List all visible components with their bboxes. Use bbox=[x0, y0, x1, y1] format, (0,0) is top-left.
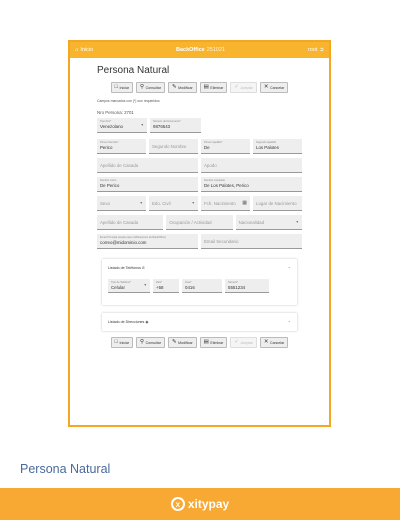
home-label: Inicio bbox=[80, 47, 94, 53]
user-area bbox=[308, 47, 324, 53]
trash-icon: ▤ bbox=[203, 83, 209, 90]
codigo-pais-field[interactable]: País* +58 bbox=[153, 279, 179, 293]
edit-icon: ✎ bbox=[171, 338, 177, 345]
chevron-down-icon: ▼ bbox=[140, 123, 144, 127]
logout-icon[interactable]: ➲ bbox=[319, 47, 324, 53]
consultar-button-bottom[interactable]: ⚲ Consultar bbox=[136, 337, 165, 348]
phone-icon: ✆ bbox=[141, 266, 145, 270]
page-title: Persona Natural bbox=[97, 65, 170, 76]
calendar-icon[interactable]: ▦ bbox=[242, 200, 247, 206]
primer-apellido-field[interactable]: Primer Apellido* De bbox=[201, 139, 250, 154]
tipo-doc-select[interactable]: Tipo Doc* Venezolano ▼ bbox=[97, 118, 147, 133]
aceptar-button-bottom[interactable]: ✓ Aceptar bbox=[230, 337, 257, 348]
location-icon: ◉ bbox=[145, 320, 149, 324]
nombre-corto-field[interactable]: Nombre Corto De Perico bbox=[97, 177, 198, 192]
nro-persona: Nro Persona: 2701 bbox=[97, 110, 134, 115]
edo-civil-select[interactable]: Edo. Civil ▼ bbox=[149, 196, 198, 211]
nombre-completo-field[interactable]: Nombre Completo De Los Palotes, Perico bbox=[201, 177, 302, 192]
cancelar-button-bottom[interactable]: ✕ Cancelar bbox=[260, 337, 289, 348]
email-secundario-field[interactable]: Email Secundario bbox=[201, 234, 302, 249]
chevron-down-icon: ▼ bbox=[191, 201, 195, 205]
home-link[interactable] bbox=[75, 47, 93, 53]
search-icon: ⚲ bbox=[140, 83, 145, 90]
file-icon: □ bbox=[114, 338, 118, 345]
iniciar-button-bottom[interactable]: □ Iniciar bbox=[111, 337, 133, 348]
user-name: root bbox=[307, 47, 318, 53]
apellido-casada-field[interactable]: Apellido de Casada bbox=[97, 158, 198, 173]
consultar-button[interactable]: ⚲ Consultar bbox=[136, 82, 165, 93]
telefono-row bbox=[102, 277, 297, 305]
toolbar-top bbox=[97, 82, 302, 93]
sexo-select[interactable]: Sexo ▼ bbox=[97, 196, 146, 211]
chevron-down-icon: ▼ bbox=[139, 201, 143, 205]
caption: Persona Natural bbox=[20, 462, 111, 476]
fch-nacimiento-field[interactable]: Fch. Nacimiento ▦ bbox=[201, 196, 250, 211]
xitypay-logo-icon: x bbox=[171, 497, 185, 511]
app-name: BackOffice bbox=[175, 47, 205, 53]
nro-doc-field[interactable]: Número de Documento* 9876543 bbox=[150, 118, 201, 133]
required-note: Campos marcados con (*) son requeridos bbox=[97, 99, 160, 103]
eliminar-button[interactable]: ▤ Eliminar bbox=[200, 82, 228, 93]
telefonos-header[interactable]: Listado de Teléfonos ✆ ⌃ bbox=[108, 265, 291, 271]
apodo-field[interactable]: Apodo bbox=[201, 158, 302, 173]
iniciar-button[interactable]: □ Iniciar bbox=[111, 82, 133, 93]
chevron-down-icon: ▼ bbox=[143, 283, 147, 287]
brand-name: xitypay bbox=[187, 497, 230, 511]
toolbar-bottom bbox=[97, 337, 302, 348]
file-icon: □ bbox=[114, 83, 118, 90]
home-icon: ⌂ bbox=[75, 47, 79, 53]
primer-nombre-field[interactable]: Primer Nombre* Perico bbox=[97, 139, 146, 154]
top-bar bbox=[70, 42, 329, 58]
tipo-telefono-select[interactable]: Tipo de Teléfono* Celular ▼ bbox=[108, 279, 150, 293]
close-icon: ✕ bbox=[263, 338, 269, 345]
numero-field[interactable]: Número* 5551234 bbox=[225, 279, 269, 293]
check-icon: ✓ bbox=[234, 83, 239, 90]
eliminar-button-bottom[interactable]: ▤ Eliminar bbox=[200, 337, 228, 348]
brand-footer bbox=[0, 488, 400, 520]
area-field[interactable]: Área* 0416 bbox=[182, 279, 222, 293]
app-version: 251021 bbox=[206, 47, 226, 53]
lugar-nacimiento-field[interactable]: Lugar de Nacimiento bbox=[253, 196, 302, 211]
segundo-nombre-field[interactable]: Segundo Nombre bbox=[149, 139, 198, 154]
nacionalidad-select[interactable]: Nacionalidad ▼ bbox=[236, 215, 302, 230]
chevron-up-icon[interactable]: ⌃ bbox=[287, 265, 291, 271]
app-title bbox=[176, 47, 225, 53]
app-window bbox=[68, 40, 331, 427]
trash-icon: ▤ bbox=[203, 338, 209, 345]
modificar-button[interactable]: ✎ Modificar bbox=[168, 82, 197, 93]
chevron-down-icon: ▼ bbox=[295, 220, 299, 224]
edit-icon: ✎ bbox=[171, 83, 177, 90]
close-icon: ✕ bbox=[263, 83, 269, 90]
search-icon: ⚲ bbox=[140, 338, 145, 345]
email-principal-field[interactable]: Email Principal (usado para notificaciones de BackOffice) correo@midominio.com bbox=[97, 234, 198, 249]
chevron-up-icon[interactable]: ⌃ bbox=[287, 319, 291, 325]
check-icon: ✓ bbox=[234, 338, 239, 345]
telefonos-panel bbox=[102, 259, 297, 305]
modificar-button-bottom[interactable]: ✎ Modificar bbox=[168, 337, 197, 348]
direcciones-header[interactable]: Listado de Direcciones ◉ ⌃ bbox=[108, 319, 291, 325]
apellido-casada2-field[interactable]: Apellido de Casada bbox=[97, 215, 163, 230]
direcciones-panel bbox=[102, 313, 297, 331]
segundo-apellido-field[interactable]: Segundo Apellido Los Palotes bbox=[253, 139, 302, 154]
ocupacion-field[interactable]: Ocupación / Actividad bbox=[166, 215, 232, 230]
cancelar-button[interactable]: ✕ Cancelar bbox=[260, 82, 289, 93]
aceptar-button[interactable]: ✓ Aceptar bbox=[230, 82, 257, 93]
